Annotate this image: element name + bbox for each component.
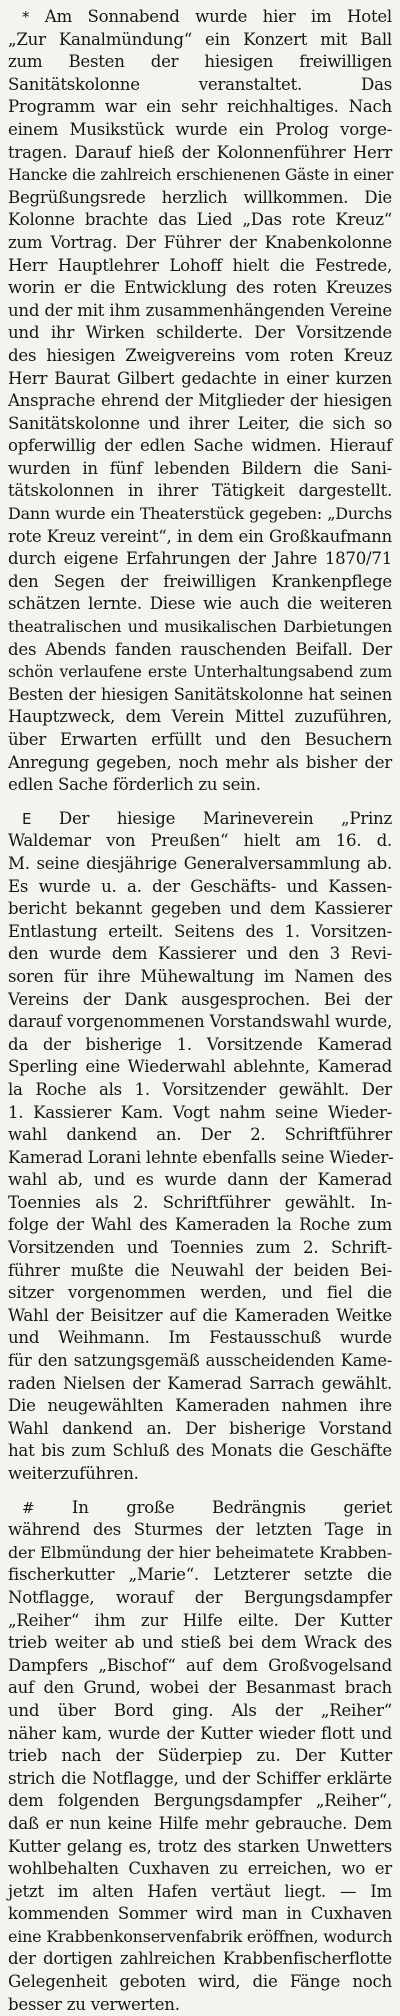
- text-line: Die neugewählten Kameraden nahmen ihre: [8, 1396, 392, 1416]
- text-line: Sanitätskolonne veranstaltet. Das: [8, 74, 392, 94]
- text-line: 1. Kassierer Kam. Vogt nahm seine Wieder-: [8, 1102, 392, 1122]
- text-line: Sperling eine Wiederwahl ablehnte, Kamerad: [8, 1057, 392, 1077]
- text-line: Hancke die zahlreich erschienenen Gäste in einer: [8, 165, 394, 185]
- text-line: wahl ab, und es wurde dann der Kamerad: [8, 1170, 392, 1190]
- text-line: Wahl dankend an. Der bisherige Vorstand: [8, 1418, 392, 1438]
- text-line: trieb weiter ab und stieß bei dem Wrack des: [8, 1633, 392, 1653]
- text-line: der Elbmündung der hier beheimatete Krabben-: [8, 1542, 392, 1562]
- article-marker: *: [22, 8, 30, 26]
- article-marineverein: [8, 808, 392, 1486]
- text-line: Begrüßungsrede herzlich willkommen. Die: [8, 187, 392, 207]
- text-line: Anregung gegeben, noch mehr als bisher der: [8, 752, 392, 772]
- text-line: [8, 6, 392, 29]
- text-line: Gelegenheit geboten wird, die Fänge noch: [8, 1972, 392, 1992]
- text-line: wahl dankend an. Der 2. Schriftführer: [8, 1125, 392, 1145]
- paragraph-gap: [8, 1486, 392, 1497]
- text-line: Kolonne brachte das Lied „Das rote Kreuz“: [8, 210, 392, 230]
- text-line: edlen Sache förderlich zu sein.: [8, 775, 261, 795]
- line-text: In große Bedrängnis geriet: [71, 1497, 393, 1517]
- text-line: soren für ihre Mühewaltung im Namen des: [8, 966, 392, 986]
- text-line: und Weihmann. Im Festausschuß wurde: [8, 1328, 392, 1348]
- text-line: schätzen lernte. Diese wie auch die weiteren: [8, 594, 392, 614]
- text-line: den wurde dem Kassierer und den 3 Revi-: [8, 944, 392, 964]
- text-line: Toennies als 2. Schriftführer gewählt. In-: [8, 1192, 392, 1212]
- text-line: Dampfers „Bischof“ auf dem Großvogelsand: [8, 1655, 392, 1675]
- text-line: daß er nun keine Hilfe mehr gebrauche. Dem: [8, 1813, 392, 1833]
- line-text: Der hiesige Marineverein „Prinz: [58, 808, 392, 828]
- text-line: Besten der hiesigen Sanitätskolonne hat seinen: [8, 684, 392, 704]
- text-line: „Reiher“ ihm zur Hilfe eilte. Der Kutter: [8, 1610, 392, 1630]
- text-line: Sanitätskolonne und ihrer Leiter, die sich so: [8, 413, 392, 433]
- article-marker: #: [22, 1498, 35, 1517]
- text-line: eine Krabbenkonservenfabrik eröffnen, wodurch: [8, 1926, 393, 1946]
- text-line: der dortigen zahlreichen Krabbenfischerflotte: [8, 1949, 392, 1969]
- text-line: Kamerad Lorani lehnte ebenfalls seine Wieder-: [8, 1147, 394, 1167]
- text-line: Wahl der Beisitzer auf die Kameraden Weitke: [8, 1305, 392, 1325]
- text-line: raden Nielsen der Kamerad Sarrach gewählt.: [8, 1373, 392, 1393]
- text-line: „Zur Kanalmündung“ ein Konzert mit Ball: [8, 29, 392, 49]
- text-line: für den satzungsgemäß ausscheidenden Kame-: [8, 1351, 392, 1371]
- text-line: auf den Grund, wobei der Besanmast brach: [8, 1678, 392, 1698]
- text-line: Vorsitzenden und Toennies zum 2. Schrift-: [8, 1238, 392, 1258]
- text-line: kommenden Sommer wird man in Cuxhaven: [8, 1904, 392, 1924]
- text-line: Herr Hauptlehrer Lohoff hielt die Festrede,: [8, 255, 392, 275]
- text-line: da der bisherige 1. Vorsitzende Kamerad: [8, 1034, 392, 1054]
- text-line: einem Musikstück wurde ein Prolog vorge-: [8, 119, 392, 139]
- article-sanitaetskolonne: [8, 6, 392, 797]
- line-text: Am Sonnabend wurde hier im Hotel: [44, 7, 392, 26]
- text-line: Ansprache ehrend der Mitglieder der hiesigen: [8, 391, 392, 411]
- text-line: Programm war ein sehr reichhaltiges. Nach: [8, 97, 392, 117]
- text-line: la Roche als 1. Vorsitzender gewählt. Der: [8, 1079, 392, 1099]
- text-line: zum Vortrag. Der Führer der Knabenkolonne: [8, 232, 392, 252]
- text-line: Dann wurde ein Theaterstück gegeben: „Durchs: [8, 504, 392, 524]
- text-line: weiterzuführen.: [8, 1464, 139, 1483]
- text-line: theatralischen und musikalischen Darbietungen: [8, 617, 392, 637]
- text-line: während des Sturmes der letzten Tage in: [8, 1520, 392, 1540]
- text-line: Notflagge, worauf der Bergungsdampfer: [8, 1587, 392, 1607]
- text-line: opferwillig der edlen Sache widmen. Hierauf: [8, 436, 392, 456]
- text-line: darauf vorgenommenen Vorstandswahl wurde,: [8, 1012, 392, 1032]
- article-marker: E: [22, 809, 32, 828]
- text-line: hat bis zum Schluß des Monats die Geschäfte: [8, 1441, 392, 1461]
- paragraph-gap: [8, 797, 392, 808]
- text-line: des Abends fanden rauschenden Beifall. Der: [8, 639, 392, 659]
- article-krabbenkutter: [8, 1497, 392, 2016]
- text-line: über Erwarten erfüllt und den Besuchern: [8, 730, 392, 749]
- text-line: Vereins der Dank ausgesprochen. Bei der: [8, 989, 392, 1009]
- text-line: dem folgenden Bergungsdampfer „Reiher“,: [8, 1791, 392, 1811]
- text-line: M. seine diesjährige Generalversammlung ab.: [8, 853, 392, 873]
- text-line: strich die Notflagge, und der Schiffer erklärte: [8, 1768, 392, 1788]
- text-line: des hiesigen Zweigvereins vom roten Kreuz: [8, 345, 392, 365]
- text-line: zum Besten der hiesigen freiwilligen: [8, 52, 392, 72]
- text-line: durch eigene Erfahrungen der Jahre 1870/71: [8, 549, 392, 569]
- text-line: [8, 1497, 392, 1520]
- text-line: und ihr Wirken schilderte. Der Vorsitzende: [8, 323, 392, 343]
- text-line: wurden in fünf lebenden Bildern die Sani-: [8, 458, 392, 478]
- text-line: Herr Baurat Gilbert gedachte in einer kurzen: [8, 368, 392, 388]
- text-line: schön verlaufene erste Unterhaltungsabend zum: [8, 662, 392, 682]
- text-line: bericht bekannt gegeben und dem Kassierer: [8, 899, 392, 919]
- text-line: Entlastung erteilt. Seitens des 1. Vorsitzen-: [8, 921, 392, 941]
- text-line: den Segen der freiwilligen Krankenpflege: [8, 571, 392, 591]
- text-line: Waldemar von Preußen“ hielt am 16. d.: [8, 831, 392, 851]
- text-line: und über Bord ging. Als der „Reiher“: [8, 1700, 392, 1720]
- text-line: fischerkutter „Marie“. Letzterer setzte die: [8, 1565, 392, 1585]
- text-line: Es wurde u. a. der Geschäfts- und Kassen-: [8, 876, 392, 896]
- text-line: Kutter gelang es, trotz des starken Unwetters: [8, 1836, 392, 1856]
- text-line: worin er die Entwicklung des roten Kreuzes: [8, 278, 392, 298]
- text-line: sitzer vorgenommen werden, und fiel die: [8, 1283, 392, 1303]
- text-line: tragen. Darauf hieß der Kolonnenführer Herr: [8, 142, 392, 162]
- text-line: [8, 808, 392, 831]
- text-line: näher kam, wurde der Kutter wieder flott und: [8, 1723, 392, 1743]
- text-line: trieb nach der Süderpiep zu. Der Kutter: [8, 1746, 392, 1766]
- newspaper-column: [8, 6, 394, 2014]
- text-line: rote Kreuz vereint“, in dem ein Großkaufmann: [8, 526, 392, 546]
- text-line: wohlbehalten Cuxhaven zu erreichen, wo er: [8, 1859, 392, 1879]
- text-line: besser zu verwerten.: [8, 1994, 180, 2014]
- text-line: und der mit ihm zusammenhängenden Vereine: [8, 300, 392, 320]
- text-line: tätskolonnen in ihrer Tätigkeit dargestellt.: [8, 481, 392, 501]
- text-line: jetzt im alten Hafen vertäut liegt. — Im: [8, 1881, 392, 1901]
- text-line: führer mußte die Neuwahl der beiden Bei-: [8, 1260, 392, 1280]
- text-line: folge der Wahl des Kameraden la Roche zum: [8, 1215, 392, 1235]
- text-line: Hauptzweck, dem Verein Mittel zuzuführen,: [8, 707, 392, 727]
